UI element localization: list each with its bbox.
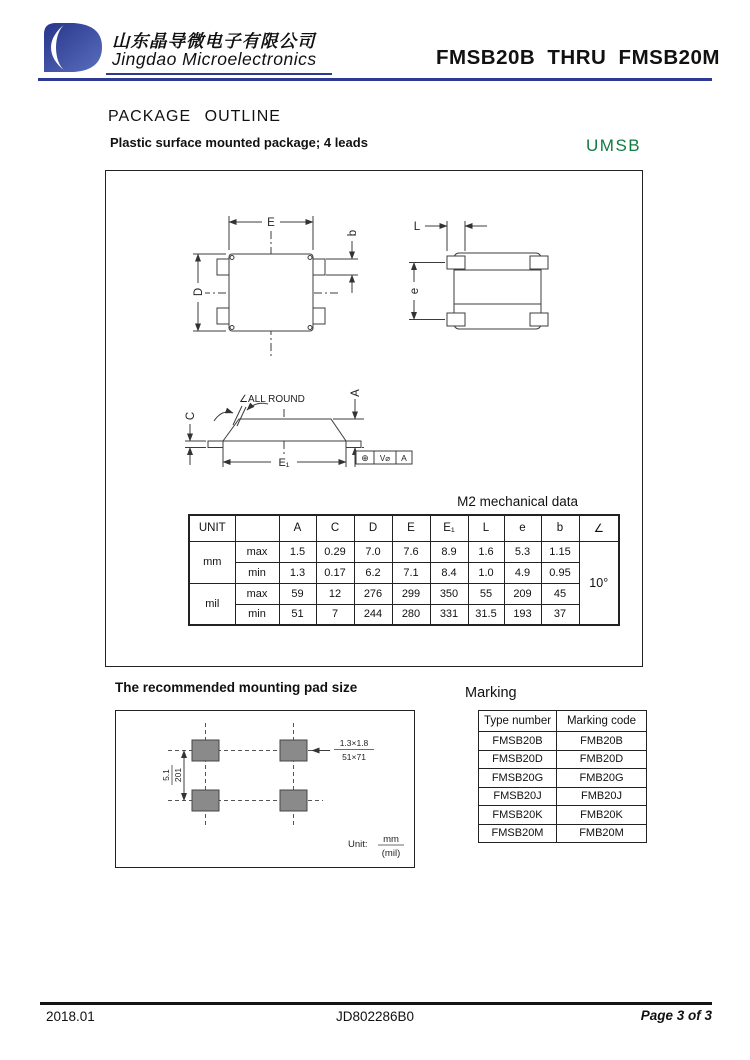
value-cell: 280: [392, 604, 430, 625]
value-cell: 193: [504, 604, 541, 625]
marking-code-cell: FMB20B: [557, 732, 647, 751]
pad-top-left: [192, 740, 219, 761]
table-row: [479, 769, 647, 788]
marking-code-cell: FMB20M: [557, 824, 647, 843]
value-cell: 7.0: [354, 541, 392, 562]
company-name-en: Jingdao Microelectronics: [112, 49, 317, 69]
marking-code-cell: FMB20G: [557, 769, 647, 788]
pad-top-right: [280, 740, 307, 761]
svg-text:A: A: [350, 389, 362, 397]
value-cell: 244: [354, 604, 392, 625]
value-cell: 0.29: [316, 541, 354, 562]
value-cell: 1.6: [468, 541, 504, 562]
header-cell: UNIT: [189, 515, 235, 541]
header-cell: L: [468, 515, 504, 541]
footer-page-number: Page 3 of 3: [640, 1008, 712, 1023]
header-cell: Type number: [479, 711, 557, 732]
value-cell: 8.9: [430, 541, 468, 562]
value-cell: 1.3: [279, 562, 316, 583]
svg-text:E₁: E₁: [278, 457, 290, 469]
table-row: [189, 562, 619, 583]
part-number-range: FMSB20B THRU FMSB20M: [436, 46, 720, 69]
value-cell: 51: [279, 604, 316, 625]
value-cell: 331: [430, 604, 468, 625]
mech-table-caption: M2 mechanical data: [457, 494, 578, 509]
value-cell: 276: [354, 583, 392, 604]
header-rule: [38, 78, 712, 81]
value-cell: 55: [468, 583, 504, 604]
value-cell: 5.3: [504, 541, 541, 562]
value-cell: 7: [316, 604, 354, 625]
svg-text:A: A: [401, 453, 407, 463]
side-view-drawing: [185, 389, 412, 469]
package-outline-drawing: [106, 171, 642, 493]
type-number-cell: FMSB20B: [479, 732, 557, 751]
limit-cell: min: [235, 604, 279, 625]
package-name: UMSB: [586, 136, 642, 155]
value-cell: 1.15: [541, 541, 579, 562]
value-cell: 0.17: [316, 562, 354, 583]
value-cell: 1.5: [279, 541, 316, 562]
type-number-cell: FMSB20K: [479, 806, 557, 825]
header-cell: A: [279, 515, 316, 541]
marking-section-title: Marking: [465, 685, 517, 701]
table-row: [479, 806, 647, 825]
value-cell: 31.5: [468, 604, 504, 625]
svg-text:b: b: [347, 229, 359, 237]
value-cell: 0.95: [541, 562, 579, 583]
svg-text:e: e: [409, 287, 421, 295]
marking-code-cell: FMB20K: [557, 806, 647, 825]
footer-doc-number: JD802286B0: [335, 1009, 415, 1024]
value-cell: 4.9: [504, 562, 541, 583]
value-cell: 59: [279, 583, 316, 604]
limit-cell: max: [235, 541, 279, 562]
table-row: [189, 541, 619, 562]
header-cell: ∠: [579, 515, 619, 541]
pad-bottom-right: [280, 790, 307, 811]
header-cell: D: [354, 515, 392, 541]
svg-text:C: C: [185, 411, 197, 421]
unit-cell: mil: [189, 583, 235, 625]
value-cell: 6.2: [354, 562, 392, 583]
header-cell: [235, 515, 279, 541]
header-cell: C: [316, 515, 354, 541]
type-number-cell: FMSB20G: [479, 769, 557, 788]
value-cell: 7.1: [392, 562, 430, 583]
svg-text:Unit:: Unit:: [348, 839, 368, 850]
header-cell: E₁: [430, 515, 468, 541]
header-underline: [106, 73, 332, 75]
marking-code-cell: FMB20J: [557, 787, 647, 806]
type-number-cell: FMSB20J: [479, 787, 557, 806]
unit-cell: mm: [189, 541, 235, 583]
svg-text:V⌀: V⌀: [379, 454, 391, 463]
pad-section-title: The recommended mounting pad size: [115, 680, 358, 695]
svg-text:(mil): (mil): [381, 848, 401, 859]
table-header-row: [189, 515, 619, 541]
marking-table: [478, 710, 647, 843]
top-view-drawing: [191, 214, 359, 358]
svg-text:5.1: 5.1: [161, 769, 171, 781]
table-row: [189, 604, 619, 625]
table-row: [189, 583, 619, 604]
page-subtitle: Plastic surface mounted package; 4 leads: [110, 135, 368, 150]
svg-text:mm: mm: [383, 834, 399, 845]
svg-text:⊕: ⊕: [361, 453, 369, 463]
value-cell: 12: [316, 583, 354, 604]
footer-rule: [40, 1002, 712, 1005]
limit-cell: min: [235, 562, 279, 583]
svg-text:∠ALL ROUND: ∠ALL ROUND: [239, 394, 305, 405]
table-row: [479, 750, 647, 769]
header-cell: E: [392, 515, 430, 541]
company-name-cn: 山东晶导微电子有限公司: [112, 31, 316, 51]
mechanical-data-table: [188, 514, 620, 626]
value-cell: 350: [430, 583, 468, 604]
table-row: [479, 787, 647, 806]
value-cell: 209: [504, 583, 541, 604]
company-logo-icon: [40, 20, 106, 74]
svg-text:L: L: [413, 221, 421, 233]
bottom-view-drawing: [407, 221, 548, 329]
type-number-cell: FMSB20D: [479, 750, 557, 769]
table-header-row: [479, 711, 647, 732]
value-cell: 1.0: [468, 562, 504, 583]
value-cell: 37: [541, 604, 579, 625]
svg-text:51×71: 51×71: [342, 752, 366, 762]
page-title: PACKAGE OUTLINE: [108, 108, 281, 125]
mounting-pad-drawing: [116, 711, 413, 866]
value-cell: 45: [541, 583, 579, 604]
svg-text:E: E: [267, 217, 275, 229]
header-cell: Marking code: [557, 711, 647, 732]
angle-value-cell: 10°: [579, 541, 619, 625]
svg-text:D: D: [193, 287, 205, 297]
mounting-pad-box: [115, 710, 415, 868]
pad-bottom-left: [192, 790, 219, 811]
table-row: [479, 732, 647, 751]
table-row: [479, 824, 647, 843]
limit-cell: max: [235, 583, 279, 604]
svg-text:1.3×1.8: 1.3×1.8: [339, 738, 369, 748]
footer-date: 2018.01: [46, 1009, 95, 1024]
value-cell: 7.6: [392, 541, 430, 562]
type-number-cell: FMSB20M: [479, 824, 557, 843]
value-cell: 299: [392, 583, 430, 604]
value-cell: 8.4: [430, 562, 468, 583]
marking-code-cell: FMB20D: [557, 750, 647, 769]
header-cell: e: [504, 515, 541, 541]
header-cell: b: [541, 515, 579, 541]
svg-text:201: 201: [173, 767, 183, 783]
